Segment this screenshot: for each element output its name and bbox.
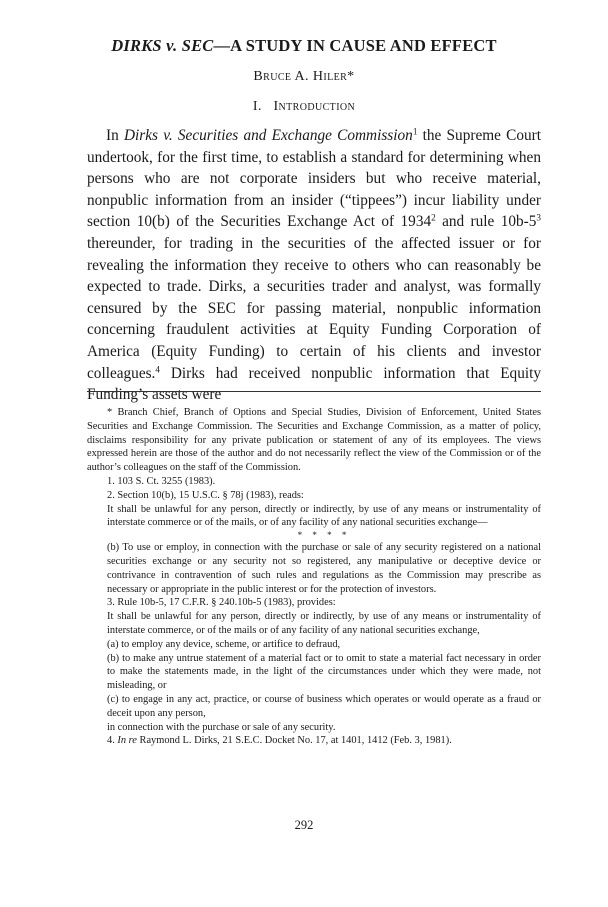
footnote-2-quote-b: (b) To use or employ, in connection with the purchase or sale of any security registered on a national securities exchange or any security not so registered, any manipulative or deceptive device or contrivance in contravention of such rules and regulations as the Commission may prescribe as necessary or appropriate in the public interest or for the protection of investors. bbox=[107, 542, 541, 595]
footnote-ref-4[interactable]: 4 bbox=[155, 364, 160, 375]
body-text-2: and rule 10b-5 bbox=[435, 213, 537, 231]
footnote-2: 2. Section 10(b), 15 U.S.C. § 78j (1983), reads: bbox=[107, 489, 304, 501]
intro-paragraph bbox=[87, 125, 541, 406]
footnote-4-citation: Raymond L. Dirks, 21 S.E.C. Docket No. 17, at 1401, 1412 (Feb. 3, 1981). bbox=[136, 735, 452, 747]
footnote-4 bbox=[87, 734, 541, 748]
section-heading: I. Introduction bbox=[252, 99, 356, 114]
footnote-3-quote-intro: It shall be unlawful for any person, directly or indirectly, by use of any means or instrumentality of interstate commerce, or of the mails or of any facility of any national securities exchange, bbox=[107, 611, 541, 636]
title-case-name-sec: SEC bbox=[181, 36, 214, 55]
body-text-1: the Supreme Court undertook, for the first time, to establish a standard for determining when persons who are not corporate insiders but who receive material, nonpublic information from an insider (“tippees”) incur liability under section 10(b) of the Securities Exchange Act of 1934 bbox=[87, 127, 541, 231]
footnote-1: 1. 103 S. Ct. 3255 (1983). bbox=[107, 475, 216, 487]
footnote-3: 3. Rule 10b-5, 17 C.F.R. § 240.10b-5 (1983), provides: bbox=[107, 597, 336, 609]
body-text bbox=[87, 125, 541, 406]
title-rest: —A STUDY IN CAUSE AND EFFECT bbox=[213, 36, 497, 55]
article-title bbox=[0, 36, 608, 56]
footnote-4-number: 4. bbox=[107, 735, 118, 747]
intro-lead: In bbox=[106, 127, 124, 144]
footnote-3-clause-a: (a) to employ any device, scheme, or artifice to defraud, bbox=[107, 638, 341, 650]
footnote-ref-2[interactable]: 2 bbox=[431, 212, 436, 223]
footnote-3-tail: in connection with the purchase or sale of any security. bbox=[107, 721, 336, 733]
footnote-4-in-re: In re bbox=[117, 735, 137, 747]
title-case-name-dirks: DIRKS bbox=[111, 36, 162, 55]
body-text-4: Dirks had received nonpublic information that Equity Funding’s assets were bbox=[87, 364, 541, 404]
footnote-author: * Branch Chief, Branch of Options and Special Studies, Division of Enforcement, United States Securities and Exchange Commission. The Securities and Exchange Commission, as a matter of policy, disclaims responsibility for any private publication or statement of any of its employees. The views expressed herein are those of the author and do not necessarily reflect the view of the Commission or of the author’s colleagues on the staff of the Commission. bbox=[87, 407, 541, 474]
case-name-italic: Dirks v. Securities and Exchange Commission bbox=[123, 127, 413, 144]
body-text-3: thereunder, for trading in the securities of the affected issuer or for revealing the information they receive to others who can reasonably be expected to trade. Dirks, a securities trader and analyst, was formally censured by the SEC for passing material, nonpublic information concerning fraudulent activities at Equity Funding Corporation of America (Equity Funding) to certain of his clients and investor colleagues. bbox=[87, 234, 541, 382]
footnote-2-quote-a: It shall be unlawful for any person, directly or indirectly, by use of any means or instrumentality of interstate commerce or of the mails, or of any facility of any national securities exchange— bbox=[107, 503, 541, 529]
footnote-divider bbox=[87, 391, 541, 392]
footnotes bbox=[87, 406, 541, 748]
title-versus: v. bbox=[166, 36, 178, 55]
author-byline: Bruce A. Hiler* bbox=[253, 69, 355, 84]
footnote-2-ellipsis-stars: * * * * bbox=[297, 530, 351, 541]
page-number: 292 bbox=[294, 818, 314, 832]
footnote-ref-1[interactable]: 1 bbox=[412, 126, 418, 137]
footnote-ref-3[interactable]: 3 bbox=[536, 212, 541, 223]
footnote-3-clause-b: (b) to make any untrue statement of a material fact or to omit to state a material fact necessary in order to make the statements made, in the light of the circumstances under which they were made, not misleading, or bbox=[107, 652, 541, 692]
footnote-3-clause-c: (c) to engage in any act, practice, or course of business which operates or would operate as a fraud or deceit upon any person, bbox=[107, 693, 541, 719]
